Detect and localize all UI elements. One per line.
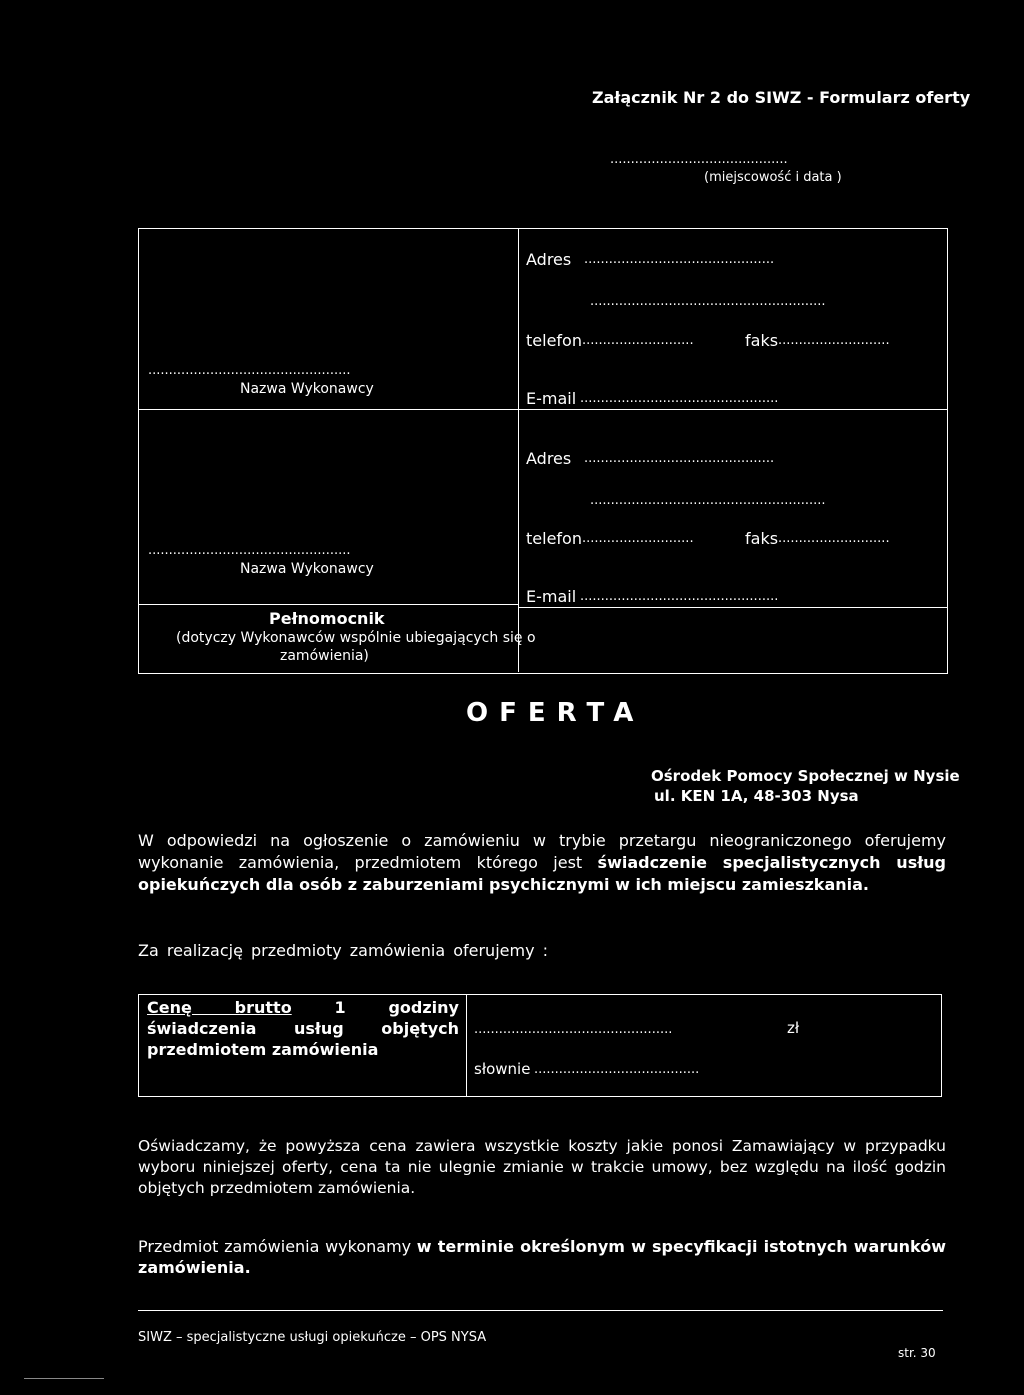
contractor2-address-label: Adres xyxy=(526,449,572,468)
price-currency: zł xyxy=(787,1019,800,1037)
offer-intro: Za realizację przedmioty zamówienia oferujemy : xyxy=(138,941,549,960)
recipient-name: Ośrodek Pomocy Społecznej w Nysie xyxy=(651,767,960,785)
contractor2-fax-dots: ........................... xyxy=(778,531,890,546)
declaration-paragraph: Oświadczamy, że powyższa cena zawiera wszystkie koszty jakie ponosi Zamawiający w przypadku wyboru niniejszej oferty, cena ta nie ulegnie zmianie w trakcie umowy, bez względu na ilość godzin objętych przedmiotem zamówienia. xyxy=(138,1137,946,1197)
recipient-address: ul. KEN 1A, 48-303 Nysa xyxy=(654,787,859,805)
footer-text: SIWZ – specjalistyczne usługi opiekuńcze – OPS NYSA xyxy=(138,1330,487,1345)
price-label xyxy=(147,997,459,1060)
contractor-table-divider xyxy=(518,228,519,672)
price-table-divider xyxy=(466,994,467,1096)
contractor2-address-dots: .............................................. xyxy=(584,451,775,466)
footer-rule xyxy=(138,1310,943,1311)
page-number: str. 30 xyxy=(898,1346,936,1360)
contractor1-name-dots: ................................................. xyxy=(148,363,351,378)
contractor1-fax-dots: ........................... xyxy=(778,333,890,348)
contractor1-fax-label: faks xyxy=(745,331,779,350)
deadline-text-bold: w terminie określonym w specyfikacji istotnych warunków zamówienia. xyxy=(138,1237,946,1277)
contractor2-fax-label: faks xyxy=(745,529,779,548)
proxy-desc-line1: (dotyczy Wykonawców wspólnie ubiegających się o xyxy=(176,630,536,646)
price-amount-dots: ................................................ xyxy=(474,1022,673,1037)
contractor2-name-label: Nazwa Wykonawcy xyxy=(240,561,374,577)
price-label-rest: 1 godziny świadczenia usług objętych przedmiotem zamówienia xyxy=(147,998,459,1059)
contractor1-address-dots2: ......................................................... xyxy=(590,294,826,309)
contractor2-address-dots2: ......................................................... xyxy=(590,493,826,508)
proxy-row-separator xyxy=(518,607,947,608)
intro-text-bold: świadczenie specjalistycznych usług opiekuńczych dla osób z zaburzeniami psychicznymi w ich miejscu zamieszkania. xyxy=(138,853,946,894)
offer-title: OFERTA xyxy=(466,698,645,728)
price-words-dots: ........................................ xyxy=(534,1062,700,1077)
attachment-title: Załącznik Nr 2 do SIWZ - Formularz oferty xyxy=(592,88,971,107)
contractor2-phone-label: telefon xyxy=(526,529,582,548)
contractor1-email-label: E-mail xyxy=(526,389,577,408)
contractor1-email-dots: ................................................ xyxy=(580,391,779,406)
corner-mark xyxy=(24,1378,104,1379)
contractor1-phone-dots: ........................... xyxy=(582,333,694,348)
deadline-paragraph xyxy=(138,1236,946,1278)
contractor1-phone-label: telefon xyxy=(526,331,582,350)
contractor1-name-label: Nazwa Wykonawcy xyxy=(240,381,374,397)
intro-text: W odpowiedzi na ogłoszenie o zamówieniu w trybie przetargu nieograniczonego oferujemy wykonanie zamówienia, przedmiotem którego jest xyxy=(138,831,946,872)
contractor-row-separator xyxy=(138,409,947,410)
contractor2-email-dots: ................................................ xyxy=(580,589,779,604)
contractor2-phone-dots: ........................... xyxy=(582,531,694,546)
contractor2-email-label: E-mail xyxy=(526,587,577,606)
contractor1-address-label: Adres xyxy=(526,250,572,269)
place-date-dots: ........................................... xyxy=(610,152,788,167)
price-label-underlined: Cenę brutto xyxy=(147,998,292,1017)
place-date-label: (miejscowość i data ) xyxy=(704,170,842,185)
price-words-label: słownie xyxy=(474,1060,531,1078)
proxy-desc-line2: zamówienia) xyxy=(280,648,369,664)
intro-paragraph xyxy=(138,830,946,896)
contractor1-address-dots: .............................................. xyxy=(584,252,775,267)
deadline-text: Przedmiot zamówienia wykonamy xyxy=(138,1237,412,1256)
proxy-left-separator xyxy=(138,604,518,605)
proxy-title: Pełnomocnik xyxy=(269,609,385,628)
contractor2-name-dots: ................................................. xyxy=(148,543,351,558)
